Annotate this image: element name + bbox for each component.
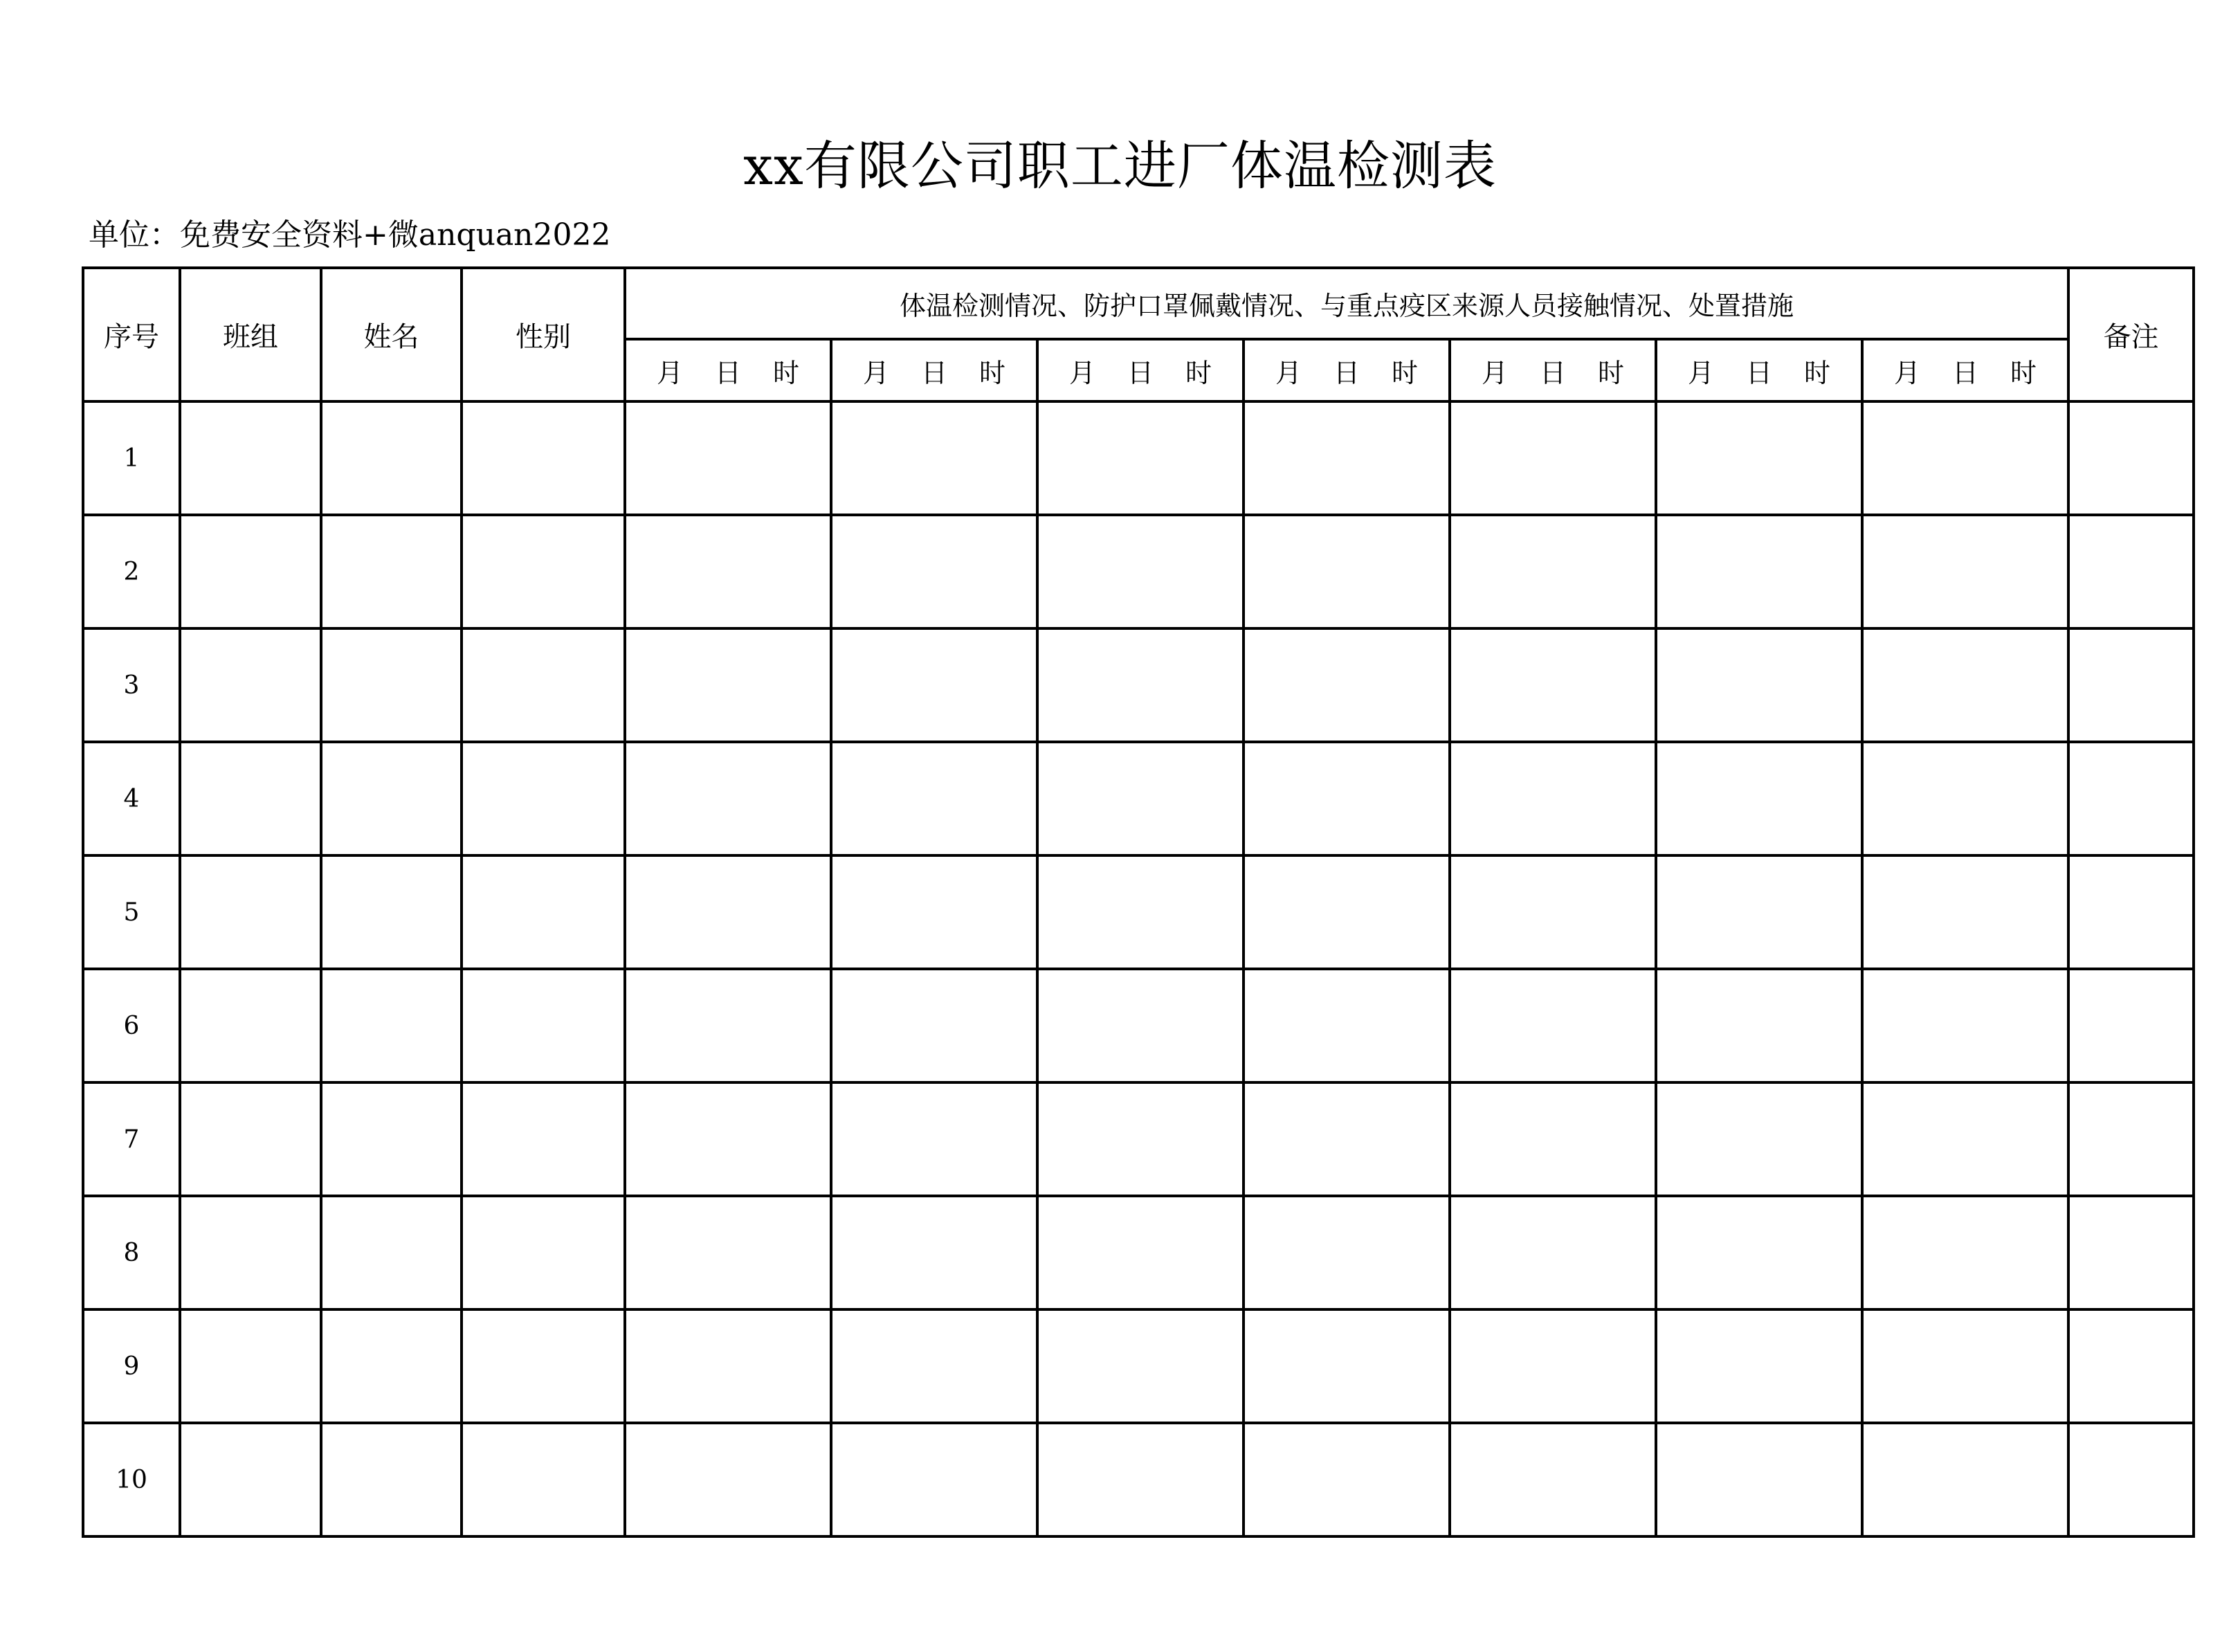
empty-entry-cell[interactable] bbox=[1656, 742, 1862, 855]
empty-entry-cell[interactable] bbox=[1862, 855, 2068, 969]
empty-entry-cell[interactable] bbox=[1862, 401, 2068, 515]
empty-entry-cell[interactable] bbox=[1656, 1423, 1862, 1536]
empty-entry-cell[interactable] bbox=[462, 515, 625, 628]
empty-entry-cell[interactable] bbox=[1037, 401, 1244, 515]
empty-entry-cell[interactable] bbox=[1450, 855, 1656, 969]
empty-entry-cell[interactable] bbox=[1244, 1196, 1450, 1309]
empty-entry-cell[interactable] bbox=[625, 969, 831, 1082]
empty-entry-cell[interactable] bbox=[1037, 628, 1244, 742]
empty-entry-cell[interactable] bbox=[831, 401, 1037, 515]
empty-entry-cell[interactable] bbox=[831, 969, 1037, 1082]
empty-entry-cell[interactable] bbox=[462, 855, 625, 969]
empty-entry-cell[interactable] bbox=[1862, 1196, 2068, 1309]
empty-entry-cell[interactable] bbox=[462, 742, 625, 855]
empty-entry-cell[interactable] bbox=[462, 1196, 625, 1309]
empty-entry-cell[interactable] bbox=[625, 742, 831, 855]
date-month-label: 月 bbox=[1894, 357, 1921, 388]
date-month-label: 月 bbox=[1068, 357, 1095, 388]
header-remarks: 备注 bbox=[2068, 268, 2194, 401]
empty-entry-cell[interactable] bbox=[2068, 855, 2194, 969]
seq-cell: 4 bbox=[83, 742, 180, 855]
date-hour-label: 时 bbox=[978, 357, 1005, 388]
empty-entry-cell[interactable] bbox=[180, 1082, 321, 1196]
date-hour-label: 时 bbox=[1803, 357, 1830, 388]
date-hour-label: 时 bbox=[1597, 357, 1624, 388]
seq-cell: 10 bbox=[83, 1423, 180, 1536]
date-day-label: 日 bbox=[1952, 357, 1979, 388]
date-header-cell bbox=[625, 339, 831, 401]
empty-entry-cell[interactable] bbox=[1037, 855, 1244, 969]
empty-entry-cell[interactable] bbox=[1037, 969, 1244, 1082]
empty-entry-cell[interactable] bbox=[1450, 742, 1656, 855]
empty-entry-cell[interactable] bbox=[1656, 628, 1862, 742]
empty-entry-cell[interactable] bbox=[1656, 401, 1862, 515]
empty-entry-cell[interactable] bbox=[180, 1423, 321, 1536]
table-row bbox=[83, 742, 2194, 855]
empty-entry-cell[interactable] bbox=[2068, 1309, 2194, 1423]
table-row bbox=[83, 401, 2194, 515]
header-gender: 性别 bbox=[462, 268, 625, 401]
empty-entry-cell[interactable] bbox=[2068, 515, 2194, 628]
empty-entry-cell[interactable] bbox=[2068, 1082, 2194, 1196]
empty-entry-cell[interactable] bbox=[1450, 1423, 1656, 1536]
empty-entry-cell[interactable] bbox=[1450, 1309, 1656, 1423]
empty-entry-cell[interactable] bbox=[1037, 1423, 1244, 1536]
empty-entry-cell[interactable] bbox=[321, 401, 462, 515]
date-month-label: 月 bbox=[862, 357, 889, 388]
header-seq: 序号 bbox=[83, 268, 180, 401]
empty-entry-cell[interactable] bbox=[831, 742, 1037, 855]
empty-entry-cell[interactable] bbox=[1450, 628, 1656, 742]
date-header-cell bbox=[1244, 339, 1450, 401]
empty-entry-cell[interactable] bbox=[831, 855, 1037, 969]
empty-entry-cell[interactable] bbox=[831, 1423, 1037, 1536]
empty-entry-cell[interactable] bbox=[180, 1196, 321, 1309]
empty-entry-cell[interactable] bbox=[625, 1196, 831, 1309]
date-month-label: 月 bbox=[1687, 357, 1714, 388]
empty-entry-cell[interactable] bbox=[321, 855, 462, 969]
empty-entry-cell[interactable] bbox=[1037, 515, 1244, 628]
empty-entry-cell[interactable] bbox=[321, 1082, 462, 1196]
temperature-check-table bbox=[82, 266, 2195, 1538]
date-hour-label: 时 bbox=[2010, 357, 2037, 388]
date-month-label: 月 bbox=[656, 357, 683, 388]
date-header-cell bbox=[1656, 339, 1862, 401]
seq-cell: 8 bbox=[83, 1196, 180, 1309]
header-check-group: 体温检测情况、防护口罩佩戴情况、与重点疫区来源人员接触情况、处置措施 bbox=[625, 268, 2068, 339]
empty-entry-cell[interactable] bbox=[1244, 628, 1450, 742]
empty-entry-cell[interactable] bbox=[625, 628, 831, 742]
empty-entry-cell[interactable] bbox=[462, 969, 625, 1082]
empty-entry-cell[interactable] bbox=[180, 742, 321, 855]
empty-entry-cell[interactable] bbox=[321, 628, 462, 742]
empty-entry-cell[interactable] bbox=[321, 742, 462, 855]
header-row bbox=[83, 268, 2194, 339]
empty-entry-cell[interactable] bbox=[1244, 1082, 1450, 1196]
empty-entry-cell[interactable] bbox=[180, 855, 321, 969]
date-day-label: 日 bbox=[920, 357, 947, 388]
empty-entry-cell[interactable] bbox=[1450, 1082, 1656, 1196]
empty-entry-cell[interactable] bbox=[625, 1309, 831, 1423]
empty-entry-cell[interactable] bbox=[1862, 515, 2068, 628]
date-day-label: 日 bbox=[1127, 357, 1154, 388]
empty-entry-cell[interactable] bbox=[625, 401, 831, 515]
empty-entry-cell[interactable] bbox=[2068, 1423, 2194, 1536]
empty-entry-cell[interactable] bbox=[1656, 969, 1862, 1082]
empty-entry-cell[interactable] bbox=[1244, 855, 1450, 969]
empty-entry-cell[interactable] bbox=[462, 628, 625, 742]
empty-entry-cell[interactable] bbox=[1244, 969, 1450, 1082]
empty-entry-cell[interactable] bbox=[462, 1309, 625, 1423]
empty-entry-cell[interactable] bbox=[625, 1082, 831, 1196]
empty-entry-cell[interactable] bbox=[625, 1423, 831, 1536]
empty-entry-cell[interactable] bbox=[462, 401, 625, 515]
empty-entry-cell[interactable] bbox=[2068, 742, 2194, 855]
empty-entry-cell[interactable] bbox=[1037, 1082, 1244, 1196]
document-title: xx有限公司职工进厂体温检测表 bbox=[743, 135, 1497, 197]
empty-entry-cell[interactable] bbox=[1656, 1196, 1862, 1309]
table-row bbox=[83, 515, 2194, 628]
empty-entry-cell[interactable] bbox=[625, 515, 831, 628]
table-row bbox=[83, 1309, 2194, 1423]
table-row bbox=[83, 1423, 2194, 1536]
empty-entry-cell[interactable] bbox=[831, 1082, 1037, 1196]
empty-entry-cell[interactable] bbox=[1450, 1196, 1656, 1309]
date-day-label: 日 bbox=[714, 357, 741, 388]
empty-entry-cell[interactable] bbox=[462, 1082, 625, 1196]
seq-cell: 2 bbox=[83, 515, 180, 628]
empty-entry-cell[interactable] bbox=[2068, 628, 2194, 742]
table-row bbox=[83, 855, 2194, 969]
table-row bbox=[83, 1082, 2194, 1196]
empty-entry-cell[interactable] bbox=[1037, 1309, 1244, 1423]
empty-entry-cell[interactable] bbox=[321, 515, 462, 628]
date-header-cell bbox=[1450, 339, 1656, 401]
empty-entry-cell[interactable] bbox=[1244, 1309, 1450, 1423]
seq-cell: 1 bbox=[83, 401, 180, 515]
empty-entry-cell[interactable] bbox=[1450, 401, 1656, 515]
empty-entry-cell[interactable] bbox=[1037, 742, 1244, 855]
empty-entry-cell[interactable] bbox=[1656, 1082, 1862, 1196]
date-month-label: 月 bbox=[1275, 357, 1302, 388]
header-team: 班组 bbox=[180, 268, 321, 401]
empty-entry-cell[interactable] bbox=[321, 1309, 462, 1423]
seq-cell: 9 bbox=[83, 1309, 180, 1423]
empty-entry-cell[interactable] bbox=[180, 515, 321, 628]
date-day-label: 日 bbox=[1539, 357, 1566, 388]
empty-entry-cell[interactable] bbox=[1656, 855, 1862, 969]
empty-entry-cell[interactable] bbox=[180, 401, 321, 515]
empty-entry-cell[interactable] bbox=[1450, 969, 1656, 1082]
date-month-label: 月 bbox=[1481, 357, 1508, 388]
empty-entry-cell[interactable] bbox=[180, 628, 321, 742]
date-hour-label: 时 bbox=[1391, 357, 1418, 388]
date-hour-label: 时 bbox=[772, 357, 799, 388]
empty-entry-cell[interactable] bbox=[1244, 1423, 1450, 1536]
empty-entry-cell[interactable] bbox=[1862, 969, 2068, 1082]
table-row bbox=[83, 969, 2194, 1082]
empty-entry-cell[interactable] bbox=[321, 969, 462, 1082]
empty-entry-cell[interactable] bbox=[1862, 1423, 2068, 1536]
empty-entry-cell[interactable] bbox=[1450, 515, 1656, 628]
date-day-label: 日 bbox=[1333, 357, 1360, 388]
date-header-cell bbox=[1862, 339, 2068, 401]
empty-entry-cell[interactable] bbox=[1244, 515, 1450, 628]
empty-entry-cell[interactable] bbox=[321, 1423, 462, 1536]
empty-entry-cell[interactable] bbox=[831, 1309, 1037, 1423]
date-header-cell bbox=[1037, 339, 1244, 401]
empty-entry-cell[interactable] bbox=[1037, 1196, 1244, 1309]
empty-entry-cell[interactable] bbox=[1244, 401, 1450, 515]
empty-entry-cell[interactable] bbox=[1862, 628, 2068, 742]
seq-cell: 6 bbox=[83, 969, 180, 1082]
empty-entry-cell[interactable] bbox=[2068, 969, 2194, 1082]
date-hour-label: 时 bbox=[1185, 357, 1212, 388]
empty-entry-cell[interactable] bbox=[462, 1423, 625, 1536]
empty-entry-cell[interactable] bbox=[180, 1309, 321, 1423]
date-header-cell bbox=[831, 339, 1037, 401]
empty-entry-cell[interactable] bbox=[1656, 515, 1862, 628]
empty-entry-cell[interactable] bbox=[1656, 1309, 1862, 1423]
empty-entry-cell[interactable] bbox=[2068, 401, 2194, 515]
empty-entry-cell[interactable] bbox=[831, 1196, 1037, 1309]
date-day-label: 日 bbox=[1745, 357, 1772, 388]
empty-entry-cell[interactable] bbox=[1862, 1082, 2068, 1196]
empty-entry-cell[interactable] bbox=[2068, 1196, 2194, 1309]
empty-entry-cell[interactable] bbox=[321, 1196, 462, 1309]
empty-entry-cell[interactable] bbox=[1244, 742, 1450, 855]
seq-cell: 3 bbox=[83, 628, 180, 742]
header-name: 姓名 bbox=[321, 268, 462, 401]
table-row bbox=[83, 628, 2194, 742]
empty-entry-cell[interactable] bbox=[831, 515, 1037, 628]
empty-entry-cell[interactable] bbox=[625, 855, 831, 969]
seq-cell: 5 bbox=[83, 855, 180, 969]
empty-entry-cell[interactable] bbox=[831, 628, 1037, 742]
empty-entry-cell[interactable] bbox=[180, 969, 321, 1082]
seq-cell: 7 bbox=[83, 1082, 180, 1196]
empty-entry-cell[interactable] bbox=[1862, 742, 2068, 855]
table-row bbox=[83, 1196, 2194, 1309]
unit-line: 单位：免费安全资料+微anquan2022 bbox=[89, 217, 611, 253]
empty-entry-cell[interactable] bbox=[1862, 1309, 2068, 1423]
